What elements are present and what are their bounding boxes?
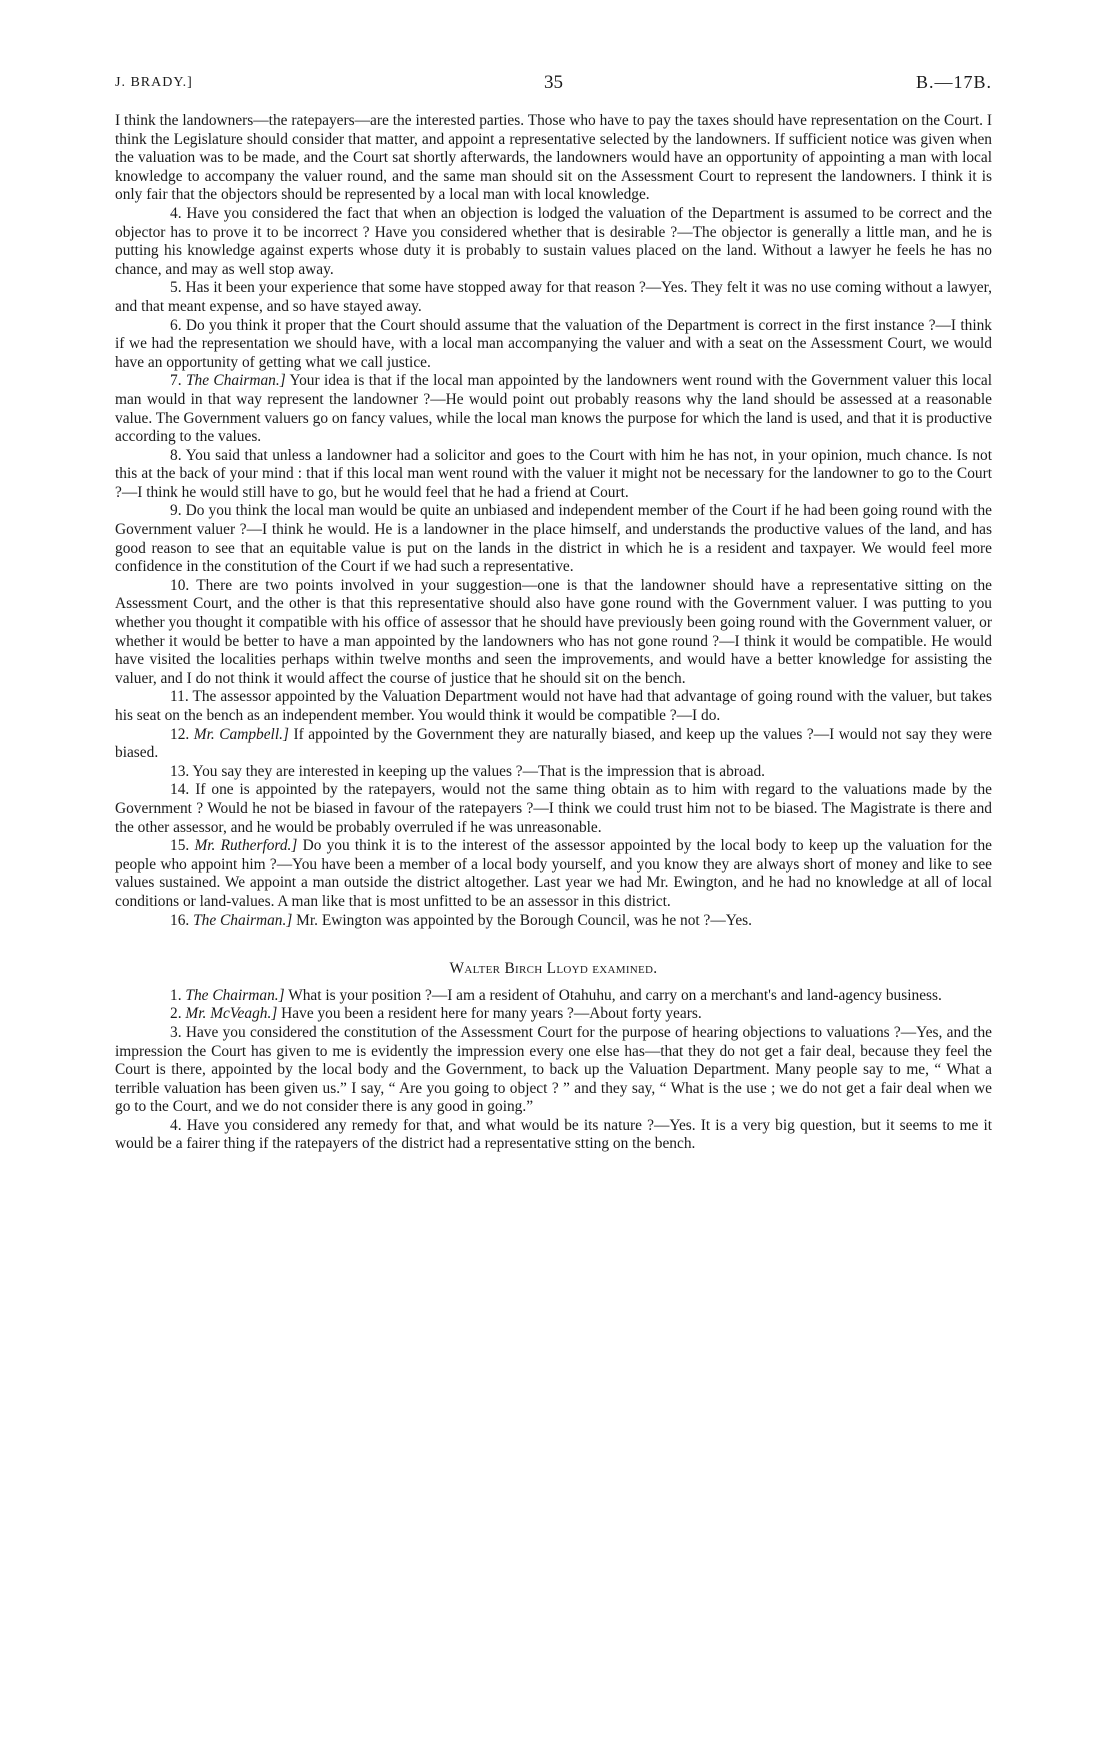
question-paragraph xyxy=(115,912,992,931)
question-paragraph xyxy=(115,1005,992,1024)
second-section-questions xyxy=(115,987,992,1154)
question-paragraph xyxy=(115,763,992,782)
document-reference: B.—17B. xyxy=(915,72,992,92)
question-paragraph xyxy=(115,837,992,911)
question-text: If appointed by the Government they are naturally biased, and keep up the values ?—I would not say they were biased. xyxy=(115,725,992,762)
question-number: 15. xyxy=(170,837,190,855)
speaker-name: Mr. McVeagh.] xyxy=(185,1005,278,1023)
question-text: Have you considered any remedy for that, and what would be its nature ?—Yes. It is a very big question, but it seems to me it would be a fairer thing if the ratepayers of the district had a representative stting on the bench. xyxy=(115,1116,992,1153)
question-paragraph xyxy=(115,372,992,446)
question-number: 4. xyxy=(170,204,182,222)
question-paragraph xyxy=(115,317,992,373)
section-heading: Walter Birch Lloyd examined. xyxy=(449,960,658,978)
question-number: 4. xyxy=(170,1116,182,1134)
question-number: 16. xyxy=(170,911,190,929)
speaker-name: Mr. Rutherford.] xyxy=(194,837,298,855)
question-text: If one is appointed by the ratepayers, would not the same thing obtain as to him with regard to the valuations made by the Government ? Would he not be biased in favour of the ratepayers ?—I think we could trust him not to be biased. The Magistrate is there and the other assessor, and he would be probably overruled if he was unreasonable. xyxy=(115,781,992,836)
page-number: 35 xyxy=(544,72,563,93)
document-body xyxy=(115,112,992,1154)
question-paragraph xyxy=(115,1117,992,1154)
question-number: 2. xyxy=(170,1005,182,1023)
intro-paragraph: I think the landowners—the ratepayers—are the interested parties. Those who have to pay the taxes should have representation on the Court. I think the Legislature should consider that matter, and appoint a representative selected by the landowners. If sufficient notice was given when the valuation was to be made, and the Court sat shortly afterwards, the landowners would have an opportunity of appointing a man with local knowledge to accompany the valuer round, and the same man should sit on the Assessment Court to represent the landowners. I think it is only fair that the objectors should be represented by a local man with local knowledge. xyxy=(115,112,992,204)
question-paragraph xyxy=(115,781,992,837)
question-number: 1. xyxy=(170,986,182,1004)
question-number: 3. xyxy=(170,1023,182,1041)
question-text: Have you been a resident here for many years ?—About forty years. xyxy=(281,1005,702,1023)
question-number: 11. xyxy=(170,688,189,706)
document-page xyxy=(115,72,992,1154)
question-paragraph xyxy=(115,1024,992,1117)
speaker-name: The Chairman.] xyxy=(185,986,285,1004)
question-text: Do you think it is to the interest of the assessor appointed by the local body to keep up the valuation for the people who appoint him ?—You have been a member of a local body yourself, and you know they are always short of money and like to see values sustained. We appoint a man outside the district altogether. Last year we had Mr. Ewington, and he had no knowledge at all of local conditions or land-values. A man like that is most unfitted to be an assessor in this district. xyxy=(115,837,992,910)
question-text: Has it been your experience that some have stopped away for that reason ?—Yes. They felt it was no use coming without a lawyer, and that meant expense, and so have stayed away. xyxy=(115,279,992,315)
first-section-questions xyxy=(115,205,992,930)
question-number: 5. xyxy=(170,279,182,297)
question-number: 9. xyxy=(170,502,182,520)
question-number: 12. xyxy=(170,725,190,743)
speaker-name: The Chairman.] xyxy=(193,911,293,929)
question-text: The assessor appointed by the Valuation Department would not have had that advantage of going round with the valuer, but takes his seat on the bench as an independent member. You would think it would be compatible ?—I do. xyxy=(115,688,992,724)
question-number: 8. xyxy=(170,446,182,464)
question-paragraph xyxy=(115,987,992,1006)
question-text: Have you considered the fact that when an objection is lodged the valuation of the Department is assumed to be correct and the objector has to prove it to be incorrect ? Have you considered whether that is desirable ?—The objector is generally a little man, and he is putting his knowledge against experts whose duty it is probably to sustain values placed on the land. Without a lawyer he feels he has no chance, and may as well stop away. xyxy=(115,204,992,278)
header-witness-name: J. BRADY.] xyxy=(115,75,193,90)
question-text: Do you think the local man would be quite an unbiased and independent member of the Court if he had been going round with the Government valuer ?—I think he would. He is a landowner in the place himself, and understands the productive values of the land, and has good reason to see that an equitable value is put on the lands in the district in which he is a resident and taxpayer. We would feel more confidence in the constitution of the Court if we had such a representative. xyxy=(115,502,992,576)
question-text: Mr. Ewington was appointed by the Borough Council, was he not ?—Yes. xyxy=(296,911,753,929)
speaker-name: Mr. Campbell.] xyxy=(193,725,289,743)
question-paragraph xyxy=(115,447,992,503)
speaker-name: The Chairman.] xyxy=(185,372,286,390)
question-number: 14. xyxy=(170,781,190,799)
question-text: Your idea is that if the local man appointed by the landowners went round with the Government valuer this local man would in that way represent the landowner ?—He would point out probably reasons why the land should be assessed at a reasonable value. The Government valuers go on fancy values, while the local man knows the purpose for which the land is used, and that it is productive according to the values. xyxy=(115,372,993,446)
question-number: 6. xyxy=(170,316,182,334)
question-paragraph xyxy=(115,688,992,725)
question-number: 10. xyxy=(170,576,190,594)
question-paragraph xyxy=(115,577,992,689)
question-paragraph xyxy=(115,279,992,316)
question-text: You say they are interested in keeping up the values ?—That is the impression that is abroad. xyxy=(192,762,765,780)
question-text: You said that unless a landowner had a solicitor and goes to the Court with him he has not, in your opinion, much chance. Is not this at the back of your mind : that if this local man went round with the valuer it might not be necessary for the landowner to go to the Court ?—I think he would still have to go, but he would feel that he had a friend at Court. xyxy=(115,446,993,501)
question-text: Do you think it proper that the Court should assume that the valuation of the Department is correct in the first instance ?—I think if we had the representation we should have, with a local man accompanying the valuer and with a seat on the Assessment Court, we would have an opportunity of getting what we call justice. xyxy=(115,316,993,371)
question-paragraph xyxy=(115,205,992,279)
question-paragraph xyxy=(115,502,992,576)
question-number: 7. xyxy=(170,372,182,390)
question-number: 13. xyxy=(170,762,190,780)
question-text: What is your position ?—I am a resident of Otahuhu, and carry on a merchant's and land-agency business. xyxy=(288,986,942,1004)
question-text: Have you considered the constitution of the Assessment Court for the purpose of hearing objections to valuations ?—Yes, and the impression the Court has given to me is evidently the impression every one else has—that they do not get a fair deal, because they feel the Court is there, appointed by the local body and the Government, to back up the Valuation Department. Many people say to me, “ What a terrible valuation has been given us.” I say, “ Are you going to object ? ” and they say, “ What is the use ; we do not get a fair deal when we go to the Court, and we do not consider there is any good in going.” xyxy=(115,1023,992,1116)
question-paragraph xyxy=(115,726,992,763)
question-text: There are two points involved in your suggestion—one is that the landowner should have a representative sitting on the Assessment Court, and the other is that this representative should also have gone round with the Government valuer. I was putting to you whether you thought it compatible with his office of assessor that he should have previously been going round with the Government valuer, or whether it would be better to have a man appointed by the landowners who has not gone round ?—I think it would be compatible. He would have visited the localities perhaps within twelve months and seen the improvements, and would have a better knowledge for assisting the valuer, and I do not think it would affect the course of justice that he should sit on the bench. xyxy=(115,576,992,687)
page-header xyxy=(115,72,992,96)
